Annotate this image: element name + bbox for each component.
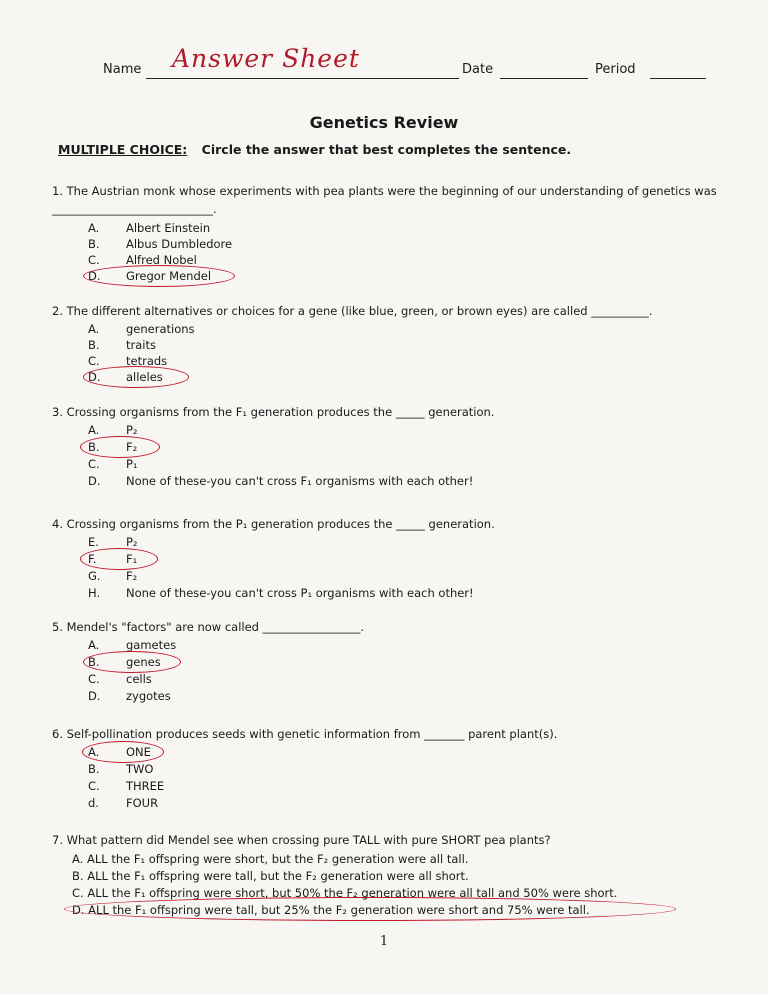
q3-answer-circle (80, 436, 160, 458)
question-5-stem: 5. Mendel's "factors" are now called _________________. (52, 620, 365, 634)
q7-option-b[interactable]: B. ALL the F₁ offspring were tall, but the F₂ generation were all short. (72, 869, 469, 883)
name-label: Name (103, 62, 142, 77)
question-4-stem: 4. Crossing organisms from the P₁ generation produces the _____ generation. (52, 517, 495, 531)
q2-option-d[interactable]: D. alleles (88, 370, 163, 384)
q6-option-d[interactable]: d. FOUR (88, 796, 159, 810)
page-title: Genetics Review (309, 113, 459, 132)
question-1-stem-cont: ____________________________. (52, 202, 217, 216)
q7-option-a[interactable]: A. ALL the F₁ offspring were short, but the F₂ generation were all tall. (72, 852, 469, 866)
q3-option-a[interactable]: A. P₂ (88, 423, 138, 437)
q6-answer-circle (82, 741, 164, 763)
q7-option-d[interactable]: D. ALL the F₁ offspring were tall, but 25% the F₂ generation were short and 75% were tall. (72, 903, 590, 917)
question-2-stem: 2. The different alternatives or choices for a gene (like blue, green, or brown eyes) are called __________. (52, 304, 653, 318)
question-7-stem: 7. What pattern did Mendel see when crossing pure TALL with pure SHORT pea plants? (52, 833, 551, 847)
q4-option-e[interactable]: E. P₂ (88, 535, 138, 549)
q5-option-b[interactable]: B. genes (88, 655, 161, 669)
question-3-stem: 3. Crossing organisms from the F₁ generation produces the _____ generation. (52, 405, 495, 419)
q1-option-c[interactable]: C. Alfred Nobel (88, 253, 197, 267)
q2-option-c[interactable]: C. tetrads (88, 354, 168, 368)
date-blank (500, 64, 588, 79)
q7-answer-circle (64, 897, 676, 921)
q4-option-f[interactable]: F. F₁ (88, 552, 138, 566)
q5-answer-circle (83, 651, 181, 673)
handwritten-name: Answer Sheet (172, 44, 360, 73)
q5-option-c[interactable]: C. cells (88, 672, 152, 686)
q2-option-a[interactable]: A. generations (88, 322, 195, 336)
period-label: Period (595, 62, 636, 77)
q3-option-d[interactable]: D. None of these-you can't cross F₁ organisms with each other! (88, 474, 474, 488)
page-number: 1 (379, 934, 389, 949)
q5-option-d[interactable]: D. zygotes (88, 689, 171, 703)
q3-option-b[interactable]: B. F₂ (88, 440, 138, 454)
q2-option-b[interactable]: B. traits (88, 338, 156, 352)
q1-option-b[interactable]: B. Albus Dumbledore (88, 237, 233, 251)
instructions-text: Circle the answer that best completes the sentence. (201, 142, 572, 157)
q1-answer-circle (83, 265, 235, 287)
q4-option-h[interactable]: H. None of these-you can't cross P₁ organisms with each other! (88, 586, 474, 600)
instructions-label: MULTIPLE CHOICE: (58, 142, 188, 157)
q2-answer-circle (83, 366, 189, 388)
q4-option-g[interactable]: G. F₂ (88, 569, 138, 583)
q6-option-b[interactable]: B. TWO (88, 762, 154, 776)
q4-answer-circle (80, 548, 158, 570)
question-6-stem: 6. Self-pollination produces seeds with genetic information from _______ parent plant(s). (52, 727, 558, 741)
question-1-stem: 1. The Austrian monk whose experiments with pea plants were the beginning of our understanding of genetics was (52, 184, 717, 198)
q6-option-c[interactable]: C. THREE (88, 779, 165, 793)
period-blank (650, 64, 706, 79)
q6-option-a[interactable]: A. ONE (88, 745, 151, 759)
q7-option-c[interactable]: C. ALL the F₁ offspring were short, but 50% the F₂ generation were all tall and 50% were short. (72, 886, 618, 900)
date-label: Date (462, 62, 494, 77)
q5-option-a[interactable]: A. gametes (88, 638, 177, 652)
q1-option-a[interactable]: A. Albert Einstein (88, 221, 211, 235)
q1-option-d[interactable]: D. Gregor Mendel (88, 269, 212, 283)
q3-option-c[interactable]: C. P₁ (88, 457, 138, 471)
instructions (58, 142, 571, 157)
